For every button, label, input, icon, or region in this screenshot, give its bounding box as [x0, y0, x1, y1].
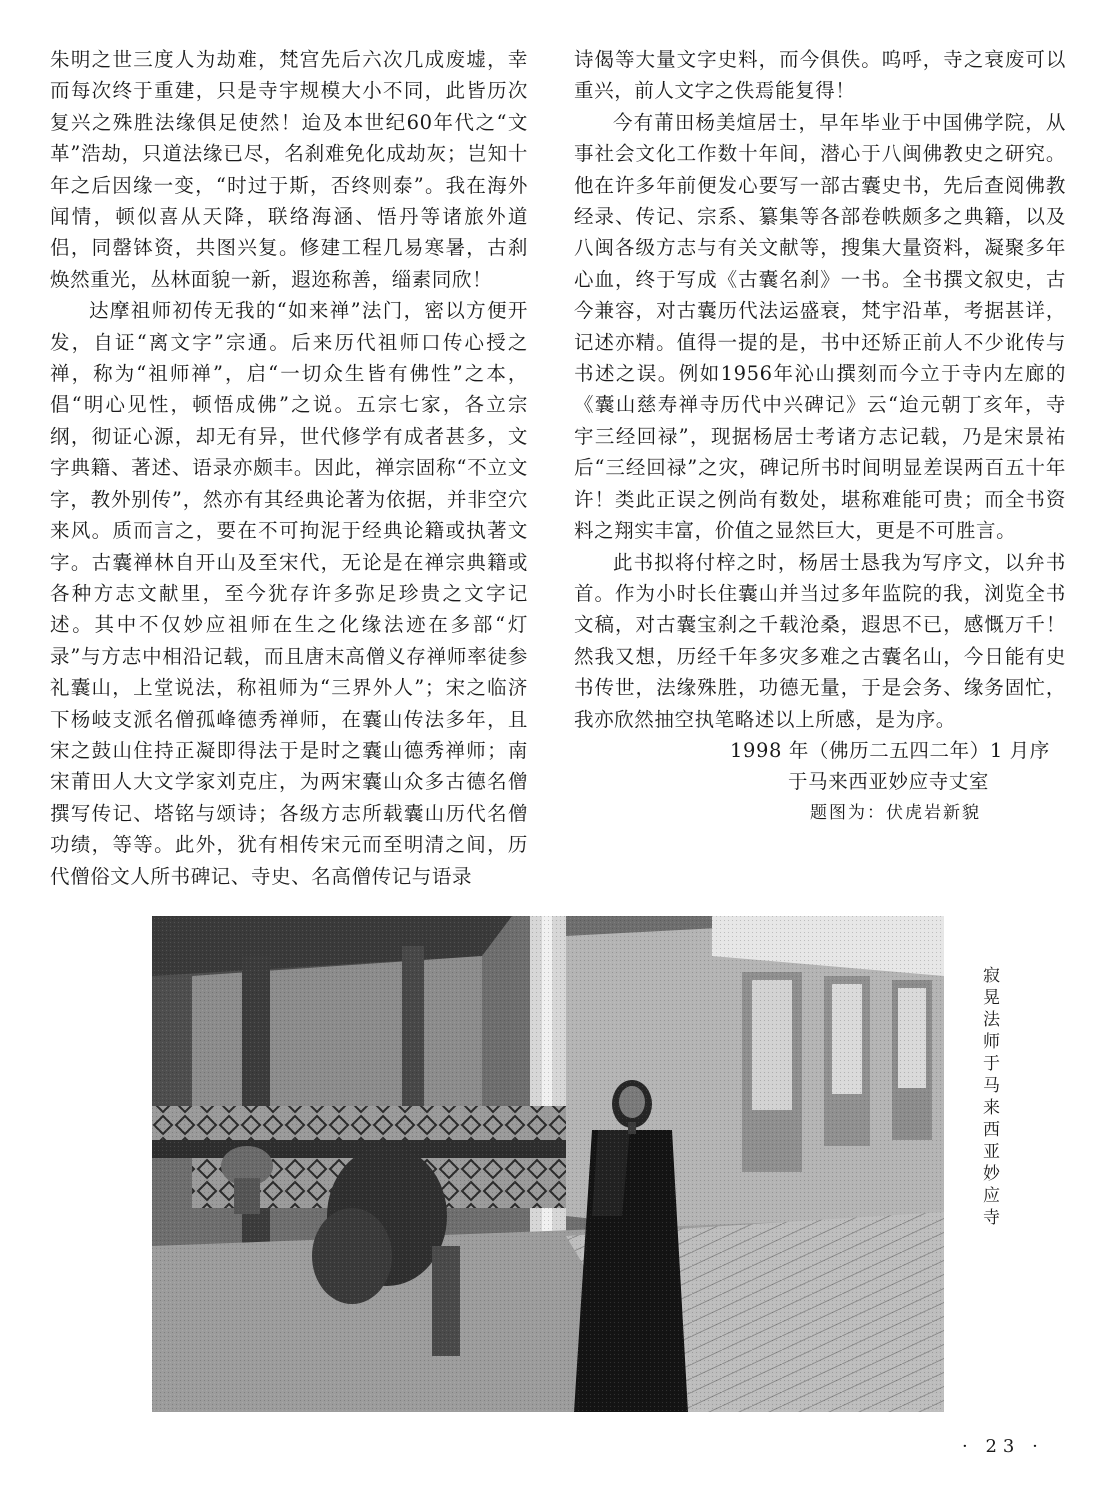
- paragraph: 朱明之世三度人为劫难，梵宫先后六次几成废墟，幸而每次终于重建，只是寺宇规模大小不同，此皆历次复兴之殊胜法缘俱足使然！迨及本世纪60年代之“文革”浩劫，只道法缘已尽，名刹难免化成劫灰；岂知十年之后因缘一变，“时过于斯，否终则泰”。我在海外闻情，顿似喜从天降，联络海涵、悟丹等诸旅外道侣，同罄钵资，共图兴复。修建工程几易寒暑，古刹焕然重光，丛林面貌一新，遐迩称善，缁素同欣！: [50, 48, 528, 291]
- monk-photo-illustration: [152, 916, 944, 1412]
- left-text-column: [50, 44, 528, 892]
- photo-caption: 寂晃法师于马来西亚妙应寺: [979, 966, 999, 1230]
- signature-place: 于马来西亚妙应寺丈室: [788, 770, 990, 794]
- signature-date: 1998 年（佛历二五四二年）1 月序: [730, 738, 1050, 762]
- header-image-caption: 题图为：伏虎岩新貌: [810, 802, 981, 823]
- paragraph: 达摩祖师初传无我的“如来禅”法门，密以方便开发，自证“离文字”宗通。后来历代祖师口传心授之禅，称为“祖师禅”，启“一切众生皆有佛性”之本，倡“明心见性，顿悟成佛”之说。五宗七家，各立宗纲，彻证心源，却无有异，世代修学有成者甚多，文字典籍、著述、语录亦颇丰。因此，禅宗固称“不立文字，教外别传”，然亦有其经典论著为依据，并非空穴来风。质而言之，要在不可拘泥于经典论籍或执著文字。古囊禅林自开山及至宋代，无论是在禅宗典籍或各种方志文献里，至今犹存许多弥足珍贵之文字记述。其中不仅妙应祖师在生之化缘法迹在多部“灯录”与方志中相沿记载，而且唐末高僧义存禅师率徒参礼囊山，上堂说法，称祖师为“三界外人”；宋之临济下杨岐支派名僧孤峰德秀禅师，在囊山传法多年，且宋之鼓山住持正凝即得法于是时之囊山德秀禅师；南宋莆田人大文学家刘克庄，为两宋囊山众多古德名僧撰写传记、塔铭与颂诗；各级方志所载囊山历代名僧功绩，等等。此外，犹有相传宋元而至明清之间，历代僧俗文人所书碑记、寺史、名高僧传记与语录: [50, 299, 528, 888]
- paragraph: 此书拟将付梓之时，杨居士恳我为写序文，以弁书首。作为小时长住囊山并当过多年监院的我，浏览全书文稿，对古囊宝刹之千载沧桑，遐思不已，感慨万千！然我又想，历经千年多灾多难之古囊名山，今日能有史书传世，法缘殊胜，功德无量，于是会务、缘务固忙，我亦欣然抽空执笔略述以上所感，是为序。: [574, 550, 1066, 731]
- monk-photo: [152, 916, 944, 1412]
- paragraph: 诗偈等大量文字史料，而今俱佚。呜呼，寺之衰废可以重兴，前人文字之佚焉能复得！: [574, 48, 1066, 103]
- page-number: · 23 ·: [962, 1436, 1044, 1457]
- paragraph: 今有莆田杨美煊居士，早年毕业于中国佛学院，从事社会文化工作数十年间，潜心于八闽佛教史之研究。他在许多年前便发心要写一部古囊史书，先后查阅佛教经录、传记、宗系、纂集等各部卷帙颇多之典籍，以及八闽各级方志与有关文献等，搜集大量资料，凝聚多年心血，终于写成《古囊名刹》一书。全书撰文叙史，古今兼容，对古囊历代法运盛衰，梵宇沿革，考据甚详，记述亦精。值得一提的是，书中还矫正前人不少讹传与书述之误。例如1956年沁山撰刻而今立于寺内左廊的《囊山慈寿禅寺历代中兴碑记》云“迨元朝丁亥年，寺宇三经回禄”，现据杨居士考诸方志记载，乃是宋景祐后“三经回禄”之灾，碑记所书时间明显差误两百五十年许！类此正误之例尚有数处，堪称难能可贵；而全书资料之翔实丰富，价值之显然巨大，更是不可胜言。: [574, 110, 1066, 543]
- right-text-column: [574, 44, 1066, 829]
